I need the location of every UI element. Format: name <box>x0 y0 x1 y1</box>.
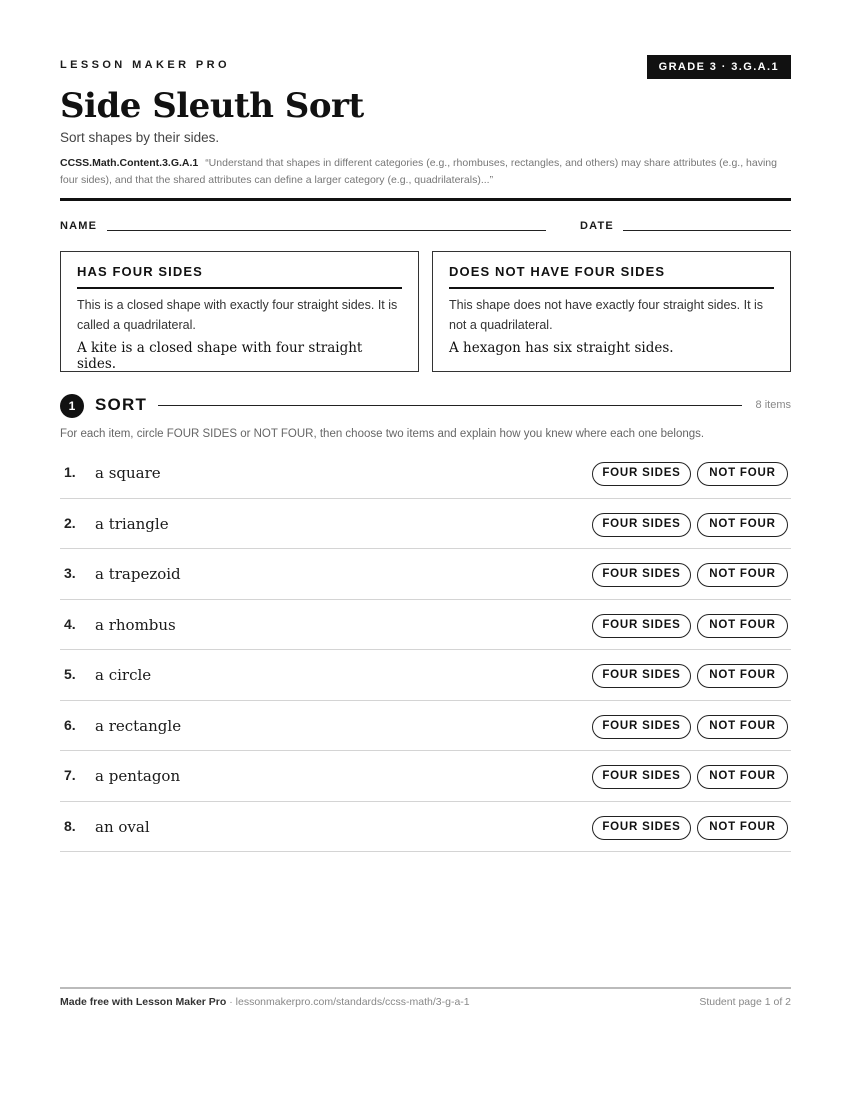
date-field[interactable] <box>623 230 791 231</box>
item-number: 7. <box>64 767 76 783</box>
four-sides-choice[interactable]: FOUR SIDES <box>592 513 691 537</box>
page-title: Side Sleuth Sort <box>60 86 364 126</box>
section-number-badge: 1 <box>60 394 84 418</box>
item-count: 8 items <box>755 399 791 411</box>
list-item <box>60 802 791 853</box>
definition-heading: HAS FOUR SIDES <box>77 264 402 289</box>
item-text: a triangle <box>95 514 169 533</box>
item-text: a circle <box>95 666 152 684</box>
item-number: 3. <box>64 565 76 581</box>
item-text: a trapezoid <box>95 565 181 583</box>
item-text: a square <box>95 464 161 482</box>
four-sides-choice[interactable]: FOUR SIDES <box>592 765 691 789</box>
section-header-sort <box>60 393 791 417</box>
list-item <box>60 751 791 802</box>
not-four-choice[interactable]: NOT FOUR <box>697 664 788 688</box>
not-four-choice[interactable]: NOT FOUR <box>697 563 788 587</box>
four-sides-choice[interactable]: FOUR SIDES <box>592 614 691 638</box>
definition-heading: DOES NOT HAVE FOUR SIDES <box>449 264 774 289</box>
name-field[interactable] <box>107 230 546 231</box>
item-text: an oval <box>95 817 150 836</box>
standard-description <box>60 155 791 189</box>
grade-badge: GRADE 3 · 3.G.A.1 <box>647 55 791 79</box>
not-four-choice[interactable]: NOT FOUR <box>697 765 788 789</box>
item-number: 4. <box>64 615 76 632</box>
footer-credit <box>60 996 470 1008</box>
standard-code: CCSS.Math.Content.3.G.A.1 <box>60 157 199 169</box>
list-item <box>60 448 791 499</box>
date-label: DATE <box>580 220 614 232</box>
item-number: 6. <box>64 716 76 733</box>
four-sides-choice[interactable]: FOUR SIDES <box>592 816 691 840</box>
definition-example: A kite is a closed shape with four straight sides. <box>77 340 363 372</box>
list-item <box>60 600 791 651</box>
header-divider <box>60 198 791 201</box>
item-text: a pentagon <box>95 767 181 785</box>
name-label: NAME <box>60 220 98 232</box>
name-date-row <box>60 219 791 235</box>
not-four-choice[interactable]: NOT FOUR <box>697 614 788 638</box>
list-item <box>60 701 791 752</box>
list-item <box>60 499 791 550</box>
section-title: SORT <box>95 395 148 414</box>
not-four-choice[interactable]: NOT FOUR <box>697 462 788 486</box>
footer-made-with: Made free with Lesson Maker Pro <box>60 996 227 1008</box>
page-footer <box>60 987 791 1011</box>
item-text: a rhombus <box>95 615 176 634</box>
not-four-choice[interactable]: NOT FOUR <box>697 513 788 537</box>
not-four-choice[interactable]: NOT FOUR <box>697 816 788 840</box>
four-sides-choice[interactable]: FOUR SIDES <box>592 664 691 688</box>
page-indicator: Student page 1 of 2 <box>699 996 791 1008</box>
four-sides-choice[interactable]: FOUR SIDES <box>592 563 691 587</box>
brand-name: LESSON MAKER PRO <box>60 59 230 71</box>
definition-text: This shape does not have exactly four straight sides. It is not a quadrilateral. <box>449 298 764 332</box>
item-number: 5. <box>64 666 76 682</box>
four-sides-choice[interactable]: FOUR SIDES <box>592 462 691 486</box>
sort-item-list <box>60 448 791 852</box>
definition-box-not-four-sides <box>432 251 791 372</box>
item-number: 8. <box>64 817 76 834</box>
definition-example: A hexagon has six straight sides. <box>449 340 674 356</box>
definition-text: This is a closed shape with exactly four straight sides. It is called a quadrilateral. <box>77 298 398 332</box>
worksheet-page <box>60 0 791 1100</box>
definition-box-four-sides <box>60 251 419 372</box>
standard-text: “Understand that shapes in different categories (e.g., rhombuses, rectangles, and others) may share attributes (e.g., having four sides), and that the shared attributes can define a larger category (e.g., quadrilaterals)...” <box>60 157 777 186</box>
not-four-choice[interactable]: NOT FOUR <box>697 715 788 739</box>
footer-url: · lessonmakerpro.com/standards/ccss-math/3-g-a-1 <box>226 996 470 1008</box>
section-divider <box>158 405 742 406</box>
item-number: 2. <box>64 514 76 531</box>
item-text: a rectangle <box>95 716 182 735</box>
page-subtitle: Sort shapes by their sides. <box>60 130 220 145</box>
four-sides-choice[interactable]: FOUR SIDES <box>592 715 691 739</box>
item-number: 1. <box>64 464 76 480</box>
list-item <box>60 549 791 600</box>
top-bar <box>60 57 791 81</box>
section-instructions: For each item, circle FOUR SIDES or NOT FOUR, then choose two items and explain how you knew where each one belongs. <box>60 428 705 440</box>
list-item <box>60 650 791 701</box>
